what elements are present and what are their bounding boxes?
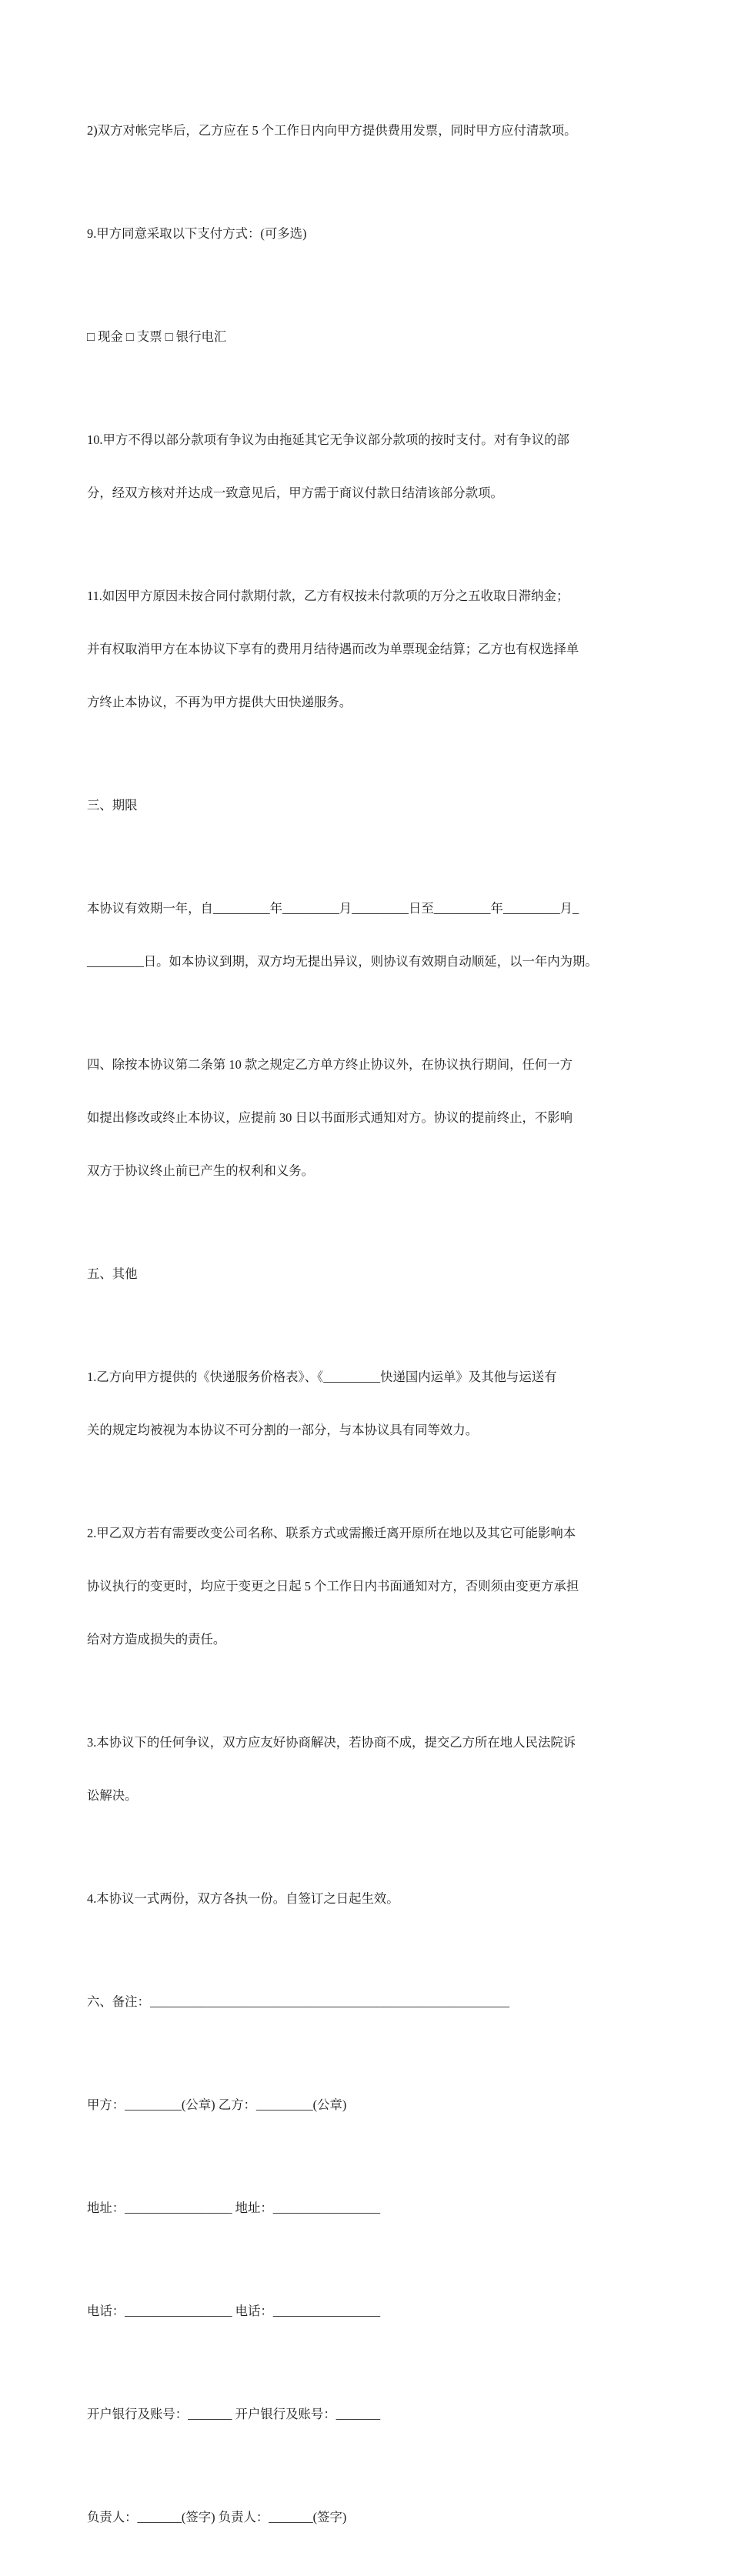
text-line: 1.乙方向甲方提供的《快递服务价格表》、《_________快递国内运单》及其他与运送有: [87, 1370, 557, 1384]
text-line: 10.甲方不得以部分款项有争议为由拖延其它无争议部分款项的按时支付。对有争议的部: [87, 432, 569, 447]
text-line: 2.甲乙双方若有需要改变公司名称、联系方式或需搬迁离开原所在地以及其它可能影响本: [87, 1526, 576, 1540]
clause-copies: [87, 1854, 660, 1943]
document-page: [87, 86, 660, 2576]
clause-change-notice: [87, 1489, 660, 1683]
clause-late-payment: [87, 552, 660, 746]
signature-responsible-person: [87, 2473, 660, 2561]
text-line: 讼解决。: [87, 1788, 138, 1803]
text-line: 四、除按本协议第二条第 10 款之规定乙方单方终止协议外，在协议执行期间，任何一方: [87, 1057, 573, 1072]
text-line: 五、其他: [87, 1266, 138, 1281]
text-line: 给对方造成损失的责任。: [87, 1632, 226, 1647]
text-line: _________日。如本协议到期，双方均无提出异议，则协议有效期自动顺延，以一年内为期。: [87, 954, 598, 969]
text-line: 负责人：_______(签字) 负责人：_______(签字): [87, 2510, 347, 2524]
signature-phone: [87, 2267, 660, 2355]
text-line: 方终止本协议，不再为甲方提供大田快递服务。: [87, 695, 352, 709]
clause-validity-period: [87, 864, 660, 1006]
clause-payment-methods: [87, 189, 660, 278]
signature-parties: [87, 2060, 660, 2149]
clause-invoice-payment: [87, 86, 660, 175]
text-line: 并有权取消甲方在本协议下享有的费用月结待遇而改为单票现金结算；乙方也有权选择单: [87, 642, 579, 656]
text-line: 本协议有效期一年，自_________年_________月_________日至_________年_________月_: [87, 901, 579, 916]
text-line: □ 现金 □ 支票 □ 银行电汇: [87, 329, 227, 344]
text-line: 甲方：_________(公章) 乙方：_________(公章): [87, 2097, 347, 2112]
text-line: 如提出修改或终止本协议，应提前 30 日以书面形式通知对方。协议的提前终止，不影响: [87, 1110, 573, 1125]
text-line: 三、期限: [87, 798, 138, 813]
text-line: 六、备注：_________________________________________________________: [87, 1994, 510, 2009]
text-line: 分，经双方核对并达成一致意见后，甲方需于商议付款日结清该部分款项。: [87, 486, 503, 500]
text-line: 开户银行及账号：_______ 开户银行及账号：_______: [87, 2407, 381, 2421]
text-line: 电话：_________________ 电话：_________________: [87, 2304, 381, 2318]
text-line: 2)双方对帐完毕后，乙方应在 5 个工作日内向甲方提供费用发票，同时甲方应付清款项。: [87, 123, 577, 138]
text-line: 9.甲方同意采取以下支付方式：(可多选): [87, 226, 307, 241]
signature-bank-account: [87, 2370, 660, 2458]
text-line: 关的规定均被视为本协议不可分割的一部分，与本协议具有同等效力。: [87, 1423, 479, 1437]
section-heading-other: [87, 1230, 660, 1318]
text-line: 3.本协议下的任何争议，双方应友好协商解决，若协商不成，提交乙方所在地人民法院诉: [87, 1735, 576, 1750]
clause-price-list: [87, 1333, 660, 1474]
clause-dispute-resolution: [87, 1698, 660, 1840]
section-termination: [87, 1020, 660, 1215]
text-line: 双方于协议终止前已产生的权利和义务。: [87, 1163, 315, 1178]
section-heading-term: [87, 761, 660, 849]
clause-disputed-amounts: [87, 395, 660, 537]
text-line: 4.本协议一式两份，双方各执一份。自签订之日起生效。: [87, 1891, 399, 1906]
text-line: 11.如因甲方原因未按合同付款期付款，乙方有权按未付款项的万分之五收取日滞纳金；: [87, 589, 569, 603]
text-line: 地址：_________________ 地址：_________________: [87, 2201, 381, 2215]
signature-address: [87, 2164, 660, 2252]
remarks-field: [87, 1957, 660, 2046]
payment-method-checkboxes: [87, 292, 660, 381]
text-line: 协议执行的变更时，均应于变更之日起 5 个工作日内书面通知对方，否则须由变更方承担: [87, 1579, 579, 1593]
